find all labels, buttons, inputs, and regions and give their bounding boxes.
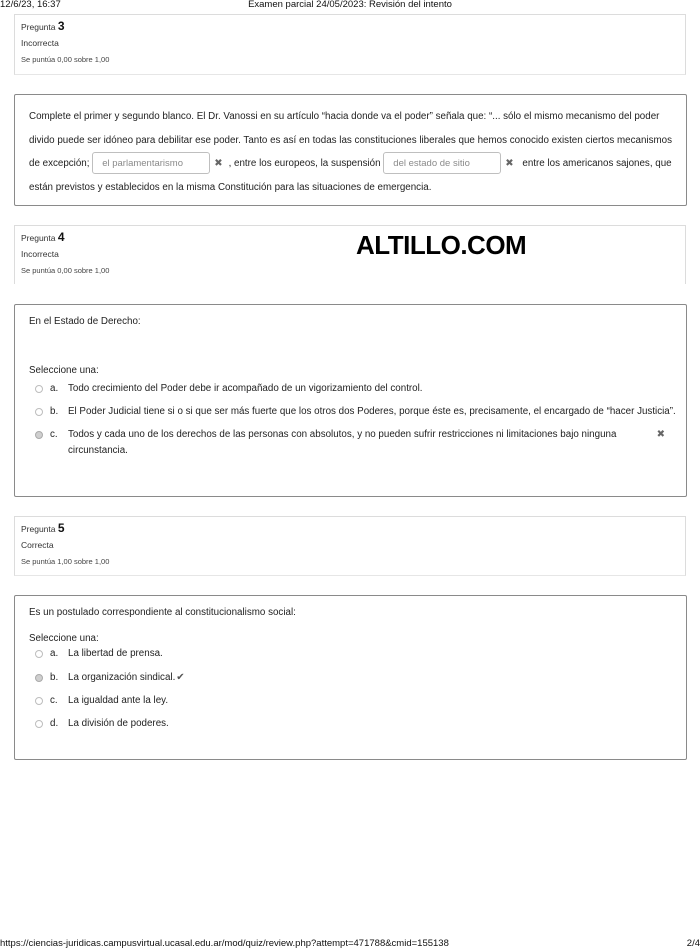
question-grade: Se puntúa 0,00 sobre 1,00 [21,55,110,64]
radio-button[interactable] [35,408,43,416]
select-prompt: Seleccione una: [29,633,99,644]
option-letter: b. [50,406,59,417]
question-number [21,231,679,244]
question-number [21,20,679,33]
cloze-text-middle: , entre los europeos, la suspensión [228,158,381,169]
option-letter: a. [50,383,59,394]
option-letter: a. [50,648,59,659]
print-title: Examen parcial 24/05/2023: Revisión del intento [248,0,452,10]
option-letter: b. [50,672,59,683]
question-4-content [14,304,687,497]
question-4-info [14,225,686,284]
cloze-text [15,95,686,199]
radio-button[interactable] [35,385,43,393]
option-text: El Poder Judicial tiene si o si que ser más fuerte que los otros dos Poderes, porque éste es, precisamente, el encargado de “hacer Justicia”. [68,406,676,417]
question-state: Incorrecta [21,38,59,48]
question-number [21,522,679,535]
question-grade: Se puntúa 1,00 sobre 1,00 [21,557,110,566]
answer-option-a[interactable] [15,646,686,662]
print-page-number: 2/4 [686,938,700,949]
question-grade: Se puntúa 0,00 sobre 1,00 [21,266,110,275]
radio-button-selected[interactable] [35,674,43,682]
print-datetime: 12/6/23, 16:37 [0,0,61,10]
incorrect-icon: ✖ [214,158,223,169]
print-footer [0,938,700,950]
answer-option-a[interactable] [15,381,686,397]
option-text: La división de poderes. [68,718,169,729]
question-label: Pregunta [21,524,56,534]
watermark-logo: ALTILLO.COM [356,230,527,260]
question-3-info [14,14,686,75]
option-text: La libertad de prensa. [68,648,163,659]
option-text [54,670,686,686]
radio-button[interactable] [35,650,43,658]
cloze-text-after: entre los americanos sajones, que están previstos y establecidos en la misma Constitución para las situaciones de emergencia. [29,158,672,193]
option-text-value: Todos y cada uno de los derechos de las personas con absolutos, y no pueden sufrir restricciones ni limitaciones bajo ninguna circunstancia. [68,429,617,456]
question-state: Incorrecta [21,249,59,259]
answer-option-c[interactable] [15,693,686,709]
question-5-content [14,595,687,760]
select-prompt: Seleccione una: [29,365,99,376]
radio-button[interactable] [35,720,43,728]
incorrect-icon: ✖ [656,429,665,440]
question-state: Correcta [21,540,54,550]
question-number-value: 5 [57,521,65,535]
option-text: La igualdad ante la ley. [68,695,169,706]
answer-list [15,381,686,459]
question-label: Pregunta [21,22,56,32]
question-text: En el Estado de Derecho: [29,316,141,327]
option-text: Todo crecimiento del Poder debe ir acompañado de un vigorizamiento del control. [68,383,423,394]
question-number-value: 4 [57,230,65,244]
question-label: Pregunta [21,233,56,243]
cloze-text-before: Complete el primer y segundo blanco. El Dr. Vanossi en su artículo “hacia donde va el poder” señala que: “... sólo el mismo mecanismo del poder divido puede ser idóneo para debilitar ese poder. Tanto es así en todas las constituciones liberales que hemos conocido existen ciertos mecanismos de excepción; [29,111,672,169]
question-number-value: 3 [57,19,65,33]
correct-icon: ✔ [176,672,185,683]
option-letter: d. [50,718,59,729]
radio-button[interactable] [35,697,43,705]
answer-option-b[interactable] [15,670,686,686]
option-text [54,427,686,459]
question-5-info [14,516,686,576]
answer-option-d[interactable] [15,716,686,732]
blank-2-input[interactable]: del estado de sitio [383,152,501,174]
print-url: https://ciencias-juridicas.campusvirtual.ucasal.edu.ar/mod/quiz/review.php?attempt=471788&cmid=155138 [0,938,449,949]
answer-list [15,646,686,732]
answer-option-b[interactable] [15,404,686,420]
option-letter: c. [50,429,58,440]
question-3-content [14,94,687,206]
question-text: Es un postulado correspondiente al constitucionalismo social: [29,607,296,618]
option-letter: c. [50,695,58,706]
print-header [0,0,700,11]
answer-option-c[interactable] [15,427,686,459]
radio-button-selected[interactable] [35,431,43,439]
blank-1-input[interactable]: el parlamentarismo [92,152,210,174]
incorrect-icon: ✖ [505,158,514,169]
option-text-value: La organización sindical. [68,672,176,683]
